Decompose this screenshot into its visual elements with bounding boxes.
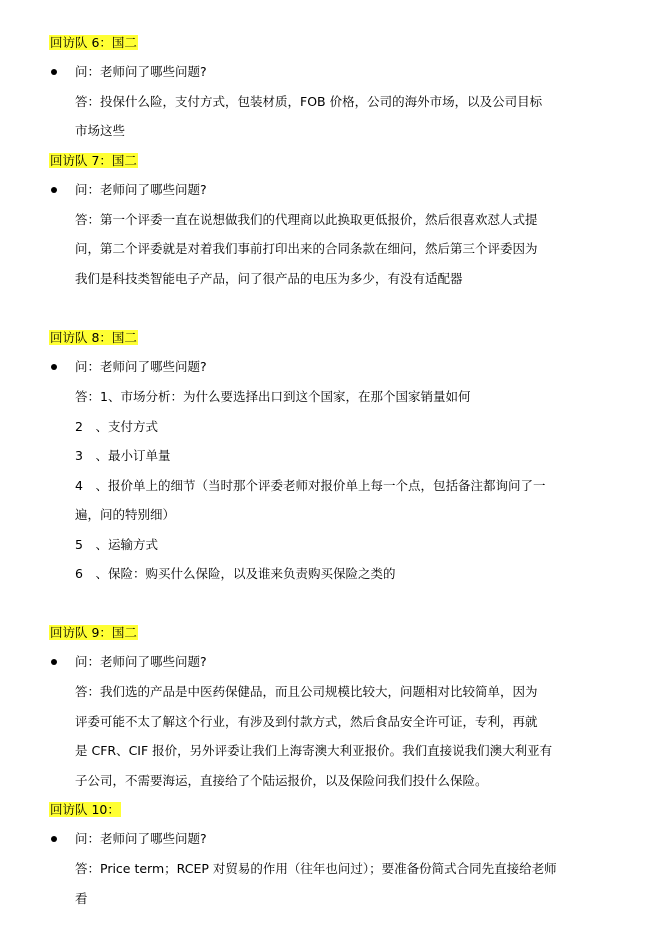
bullet-icon bbox=[51, 187, 57, 193]
answer-line: 遍，问的特别细） bbox=[75, 507, 176, 522]
section-heading: 回访队 8：国二 bbox=[50, 330, 137, 345]
answer-line: 看 bbox=[75, 891, 88, 906]
answer-line: 问，第二个评委就是对着我们事前打印出来的合同条款在细问，然后第三个评委因为 bbox=[75, 241, 538, 256]
bullet-icon bbox=[51, 364, 57, 370]
question-line: 问：老师问了哪些问题? bbox=[75, 654, 207, 669]
answer-line: 市场这些 bbox=[75, 123, 126, 138]
section-heading: 回访队 9：国二 bbox=[50, 625, 137, 640]
answer-line: 答：我们选的产品是中医药保健品，而且公司规模比较大，问题相对比较简单，因为 bbox=[75, 684, 538, 699]
answer-line: 3 、最小订单量 bbox=[75, 448, 171, 463]
question-line: 问：老师问了哪些问题? bbox=[75, 359, 207, 374]
answer-line: 子公司，不需要海运，直接给了个陆运报价，以及保险问我们投什么保险。 bbox=[75, 773, 488, 788]
section-heading: 回访队 7：国二 bbox=[50, 153, 137, 168]
answer-line: 我们是科技类智能电子产品，问了很产品的电压为多少，有没有适配器 bbox=[75, 271, 463, 286]
answer-line: 是 CFR、CIF 报价，另外评委让我们上海寄澳大利亚报价。我们直接说我们澳大利亚有 bbox=[75, 743, 553, 758]
section-heading: 回访队 10： bbox=[50, 802, 120, 817]
answer-line: 评委可能不太了解这个行业，有涉及到付款方式，然后食品安全许可证，专利，再就 bbox=[75, 714, 538, 729]
answer-line: 6 、保险：购买什么保险，以及谁来负责购买保险之类的 bbox=[75, 566, 396, 581]
question-line: 问：老师问了哪些问题? bbox=[75, 64, 207, 79]
question-line: 问：老师问了哪些问题? bbox=[75, 182, 207, 197]
answer-line: 5 、运输方式 bbox=[75, 537, 158, 552]
answer-line: 答：1、市场分析：为什么要选择出口到这个国家，在那个国家销量如何 bbox=[75, 389, 471, 404]
section-heading: 回访队 6：国二 bbox=[50, 35, 137, 50]
bullet-icon bbox=[51, 836, 57, 842]
answer-line: 2 、支付方式 bbox=[75, 419, 158, 434]
bullet-icon bbox=[51, 659, 57, 665]
answer-line: 4 、报价单上的细节（当时那个评委老师对报价单上每一个点，包括备注都询问了一 bbox=[75, 478, 546, 493]
bullet-icon bbox=[51, 69, 57, 75]
answer-line: 答：投保什么险，支付方式，包装材质，FOB 价格，公司的海外市场，以及公司目标 bbox=[75, 94, 543, 109]
answer-line: 答：Price term；RCEP 对贸易的作用（往年也问过）；要准备份简式合同先直接给老师 bbox=[75, 861, 557, 876]
question-line: 问：老师问了哪些问题? bbox=[75, 831, 207, 846]
answer-line: 答：第一个评委一直在说想做我们的代理商以此换取更低报价，然后很喜欢怼人式提 bbox=[75, 212, 538, 227]
